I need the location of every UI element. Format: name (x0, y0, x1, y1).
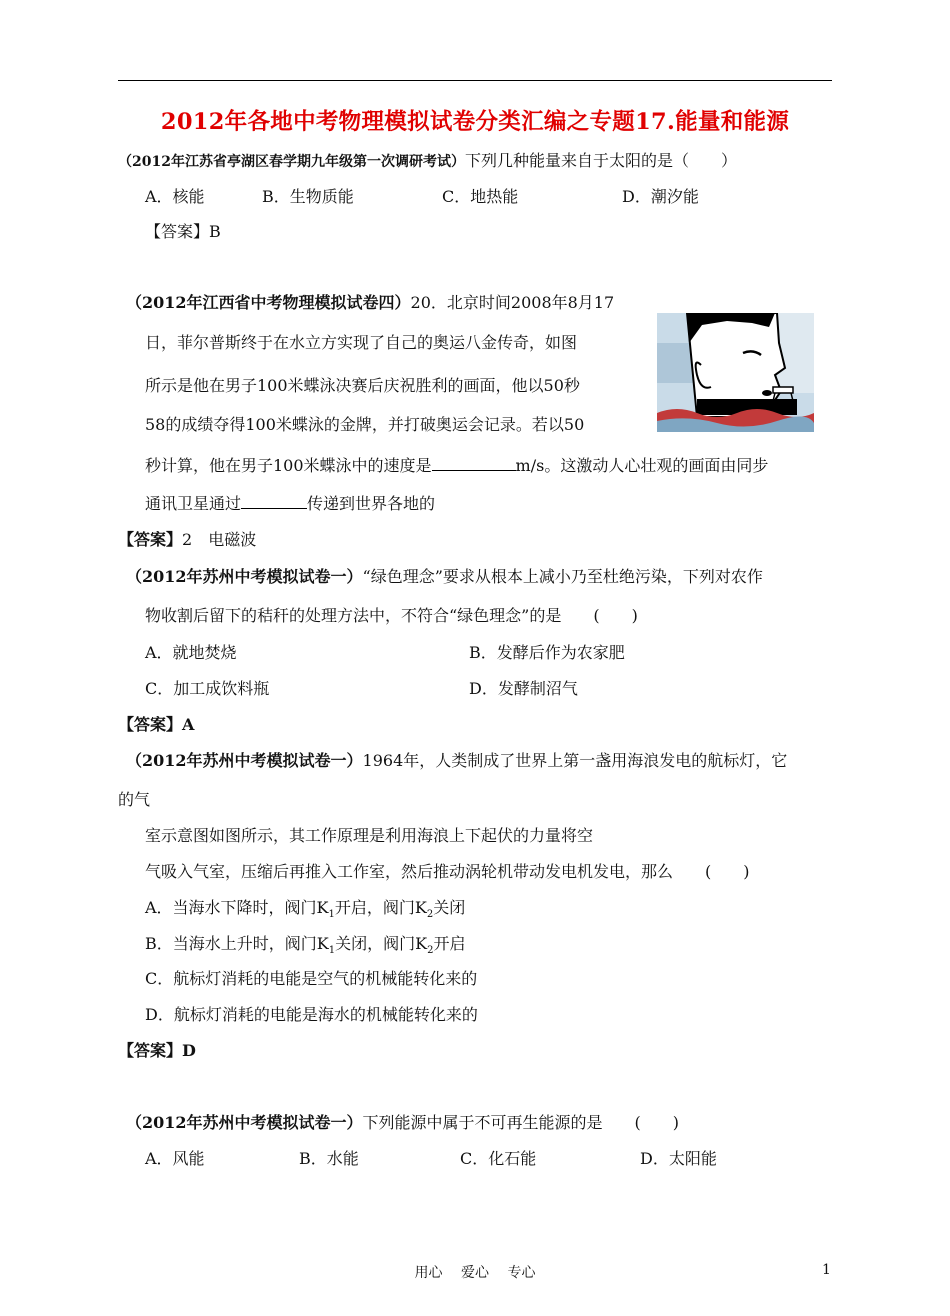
question-stem: “绿色理念”要求从根本上减小乃至杜绝污染，下列对农作 (362, 567, 763, 586)
answer-label: 【答案】 (118, 1041, 183, 1060)
option: D．太阳能 (640, 1149, 717, 1168)
option (145, 898, 465, 925)
answer-label: 【答案】 (145, 222, 210, 241)
fill-blank (432, 456, 516, 471)
option: B．水能 (299, 1149, 359, 1168)
option: C．地热能 (442, 187, 519, 206)
option-text: 开启 (433, 934, 466, 953)
option: C．化石能 (460, 1149, 537, 1168)
option-text: 关闭 (433, 898, 466, 917)
footer-motto: 用心 爱心 专心 (414, 1265, 536, 1281)
answer-value: B (209, 222, 221, 241)
question-stem: 58的成绩夺得100米蝶泳的金牌，并打破奥运会记录。若以50 (145, 415, 585, 434)
question-source: （2012年苏州中考模拟试卷一） (126, 1113, 363, 1132)
question-stem: 的气 (118, 790, 151, 809)
subscript: 2 (426, 909, 434, 921)
question-stem (145, 494, 435, 514)
question-source: （2012年苏州中考模拟试卷一） (126, 567, 363, 586)
answer (118, 1041, 196, 1061)
answer-label: 【答案】 (118, 715, 183, 734)
question-stem: 物收割后留下的秸秆的处理方法中，不符合“绿色理念”的是 ( ) (145, 606, 638, 625)
option (145, 934, 465, 961)
subscript: 1 (328, 909, 335, 921)
question-stem: 1964年，人类制成了世界上第一盏用海浪发电的航标灯，它 (362, 751, 788, 770)
option: A．核能 (145, 187, 205, 206)
document-title: 2012年各地中考物理模拟试卷分类汇编之专题17.能量和能源 (160, 109, 790, 135)
question-1 (118, 151, 737, 172)
question-4 (126, 751, 787, 771)
stem-text: 传递到世界各地的 (307, 494, 436, 513)
option-text: A．当海水下降时，阀门K (145, 898, 329, 917)
answer-value: 2 电磁波 (182, 530, 257, 549)
answer-value: A (182, 715, 195, 734)
subscript: 2 (427, 945, 434, 957)
question-5 (126, 1113, 679, 1133)
question-stem: 下列几种能量来自于太阳的是（ ） (464, 151, 737, 170)
question-stem: 室示意图如图所示，其工作原理是利用海浪上下起伏的力量将空 (145, 826, 594, 845)
answer (145, 222, 221, 242)
option: B．发酵后作为农家肥 (469, 643, 625, 662)
answer-value: D (182, 1041, 196, 1060)
option: D．潮汐能 (622, 187, 699, 206)
option: D．发酵制沼气 (469, 679, 578, 698)
option: B．生物质能 (262, 187, 354, 206)
question-stem (145, 456, 768, 476)
question-stem: 20．北京时间2008年8月17 (410, 293, 615, 312)
fill-blank (241, 494, 307, 509)
question-source: （2012年苏州中考模拟试卷一） (126, 751, 363, 770)
option-text: 关闭，阀门K (335, 934, 428, 953)
swimmer-photo (657, 313, 814, 432)
option-text: 开启，阀门K (334, 898, 427, 917)
stem-text: 秒计算，他在男子100米蝶泳中的速度是 (145, 456, 432, 475)
subscript: 1 (328, 945, 336, 957)
answer (118, 715, 194, 735)
option: C．加工成饮料瓶 (145, 679, 270, 698)
question-3 (126, 567, 763, 587)
stem-text: 通讯卫星通过 (145, 494, 242, 513)
question-stem: 日，菲尔普斯终于在水立方实现了自己的奥运八金传奇，如图 (145, 333, 578, 352)
question-2 (126, 293, 614, 313)
question-stem: 下列能源中属于不可再生能源的是 ( ) (362, 1113, 680, 1132)
swimmer-illustration (657, 313, 814, 432)
option-text: B．当海水上升时，阀门K (145, 934, 329, 953)
stem-text: m/s。这激动人心壮观的画面由同步 (515, 456, 769, 475)
answer-label: 【答案】 (118, 530, 183, 549)
question-source: （2012年江苏省亭湖区春学期九年级第一次调研考试） (118, 154, 465, 170)
option: A．风能 (145, 1149, 205, 1168)
option: D．航标灯消耗的电能是海水的机械能转化来的 (145, 1005, 478, 1024)
header-rule (118, 80, 832, 81)
option: C．航标灯消耗的电能是空气的机械能转化来的 (145, 969, 478, 988)
answer (118, 530, 256, 550)
question-stem: 所示是他在男子100米蝶泳决赛后庆祝胜利的画面，他以50秒 (145, 376, 580, 395)
option: A．就地焚烧 (145, 643, 237, 662)
question-stem: 气吸入气室，压缩后再推入工作室，然后推动涡轮机带动发电机发电，那么 ( ) (145, 862, 750, 881)
question-source: （2012年江西省中考物理模拟试卷四） (126, 293, 411, 312)
page-number: 1 (822, 1262, 831, 1278)
